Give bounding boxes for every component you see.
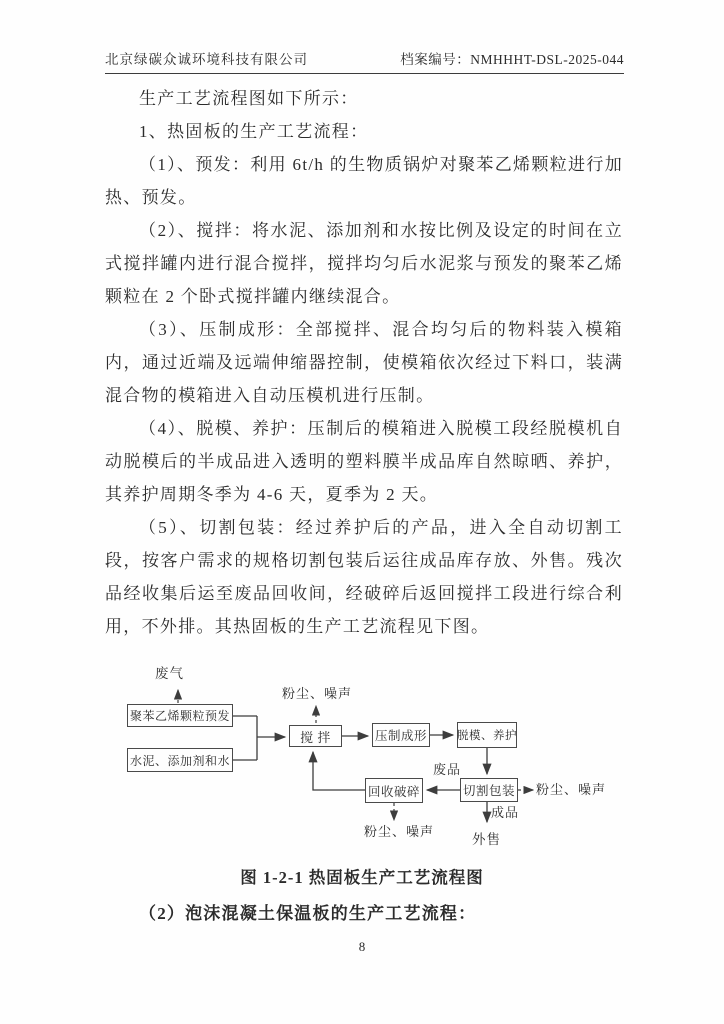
figure-caption: 图 1-2-1 热固板生产工艺流程图 <box>240 868 484 887</box>
label-waste-gas: 废气 <box>155 666 184 681</box>
label-dust-noise-cutting: 粉尘、噪声 <box>536 782 607 797</box>
company-name: 北京绿碳众诚环境科技有限公司 <box>105 52 308 67</box>
flow-box-mixing: 搅 拌 <box>289 725 342 747</box>
paragraph-3: （3）、压制成形：全部搅拌、混合均匀后的物料装入模箱内，通过近端及远端伸缩器控制，使模箱依次经过下料口，装满混合物的模箱进入自动压模机进行压制。 <box>105 320 623 405</box>
section-title: 1、热固板的生产工艺流程： <box>139 122 369 141</box>
body-text <box>105 82 623 643</box>
flow-box-demold-curing: 脱模、养护 <box>457 722 517 748</box>
flow-diagram <box>105 660 625 852</box>
page-number: 8 <box>358 939 366 954</box>
paragraph-2: （2）、搅拌：将水泥、添加剂和水按比例及设定的时间在立式搅拌罐内进行混合搅拌，搅拌均匀后水泥浆与预发的聚苯乙烯颗粒在 2 个卧式搅拌罐内继续混合。 <box>105 221 623 306</box>
flow-box-press-forming: 压制成形 <box>372 723 430 747</box>
flow-box-cutting-packaging: 切割包装 <box>460 778 518 802</box>
label-external-sale: 外售 <box>472 832 501 847</box>
page-header <box>105 48 624 74</box>
label-scrap: 废品 <box>433 762 462 777</box>
next-section-title: （2）泡沫混凝土保温板的生产工艺流程： <box>139 904 477 923</box>
paragraph-1: （1）、预发：利用 6t/h 的生物质锅炉对聚苯乙烯颗粒进行加热、预发。 <box>105 155 623 207</box>
label-dust-noise-mixing: 粉尘、噪声 <box>282 686 353 701</box>
flow-box-pre-expansion: 聚苯乙烯颗粒预发 <box>127 704 233 727</box>
label-dust-noise-crushing: 粉尘、噪声 <box>364 824 435 839</box>
intro-line: 生产工艺流程图如下所示： <box>139 89 359 108</box>
paragraph-5: （5）、切割包装：经过养护后的产品，进入全自动切割工段，按客户需求的规格切割包装后运往成品库存放、外售。残次品经收集后运至废品回收间，经破碎后返回搅拌工段进行综合利用，不外排。其热固板的生产工艺流程见下图。 <box>105 518 623 636</box>
paragraph-4: （4）、脱模、养护：压制后的模箱进入脱模工段经脱模机自动脱模后的半成品进入透明的塑料膜半成品库自然晾晒、养护，其养护周期冬季为 4-6 天，夏季为 2 天。 <box>105 419 623 504</box>
flow-box-recycle-crushing: 回收破碎 <box>365 778 423 803</box>
archive-number: 档案编号：NMHHHT-DSL-2025-044 <box>400 52 624 67</box>
label-finished-product: 成品 <box>491 805 520 820</box>
flow-box-cement-additives-water: 水泥、添加剂和水 <box>127 748 233 772</box>
